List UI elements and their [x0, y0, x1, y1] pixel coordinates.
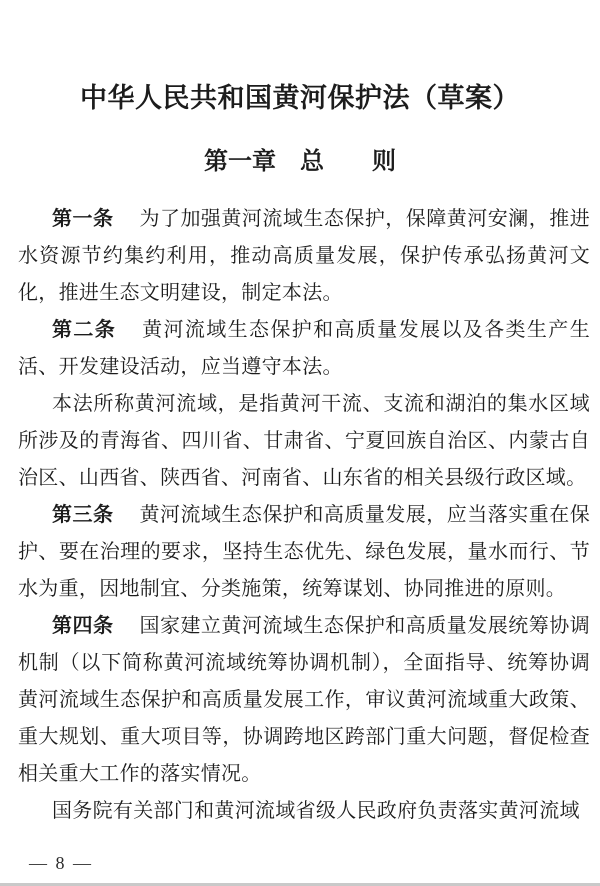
article-2-continuation-text: 本法所称黄河流域，是指黄河干流、支流和湖泊的集水区域所涉及的青海省、四川省、甘肃省、宁夏回族自治区、内蒙古自治区、山西省、陕西省、河南省、山东省的相关县级行政区域。	[18, 393, 590, 489]
document-title: 中华人民共和国黄河保护法（草案）	[80, 83, 520, 113]
page-number: — 8 —	[29, 853, 93, 873]
article-2-text: 黄河流域生态保护和高质量发展以及各类生产生活、开发建设活动，应当遵守本法。	[18, 319, 590, 378]
chapter-heading: 第一章 总 则	[204, 148, 396, 175]
article-3-label: 第三条	[52, 504, 114, 526]
article-1-text: 为了加强黄河流域生态保护，保障黄河安澜，推进水资源节约集约利用，推动高质量发展，保护传承弘扬黄河文化，推进生态文明建设，制定本法。	[18, 208, 590, 304]
paragraph-article-4-continuation	[18, 793, 590, 830]
article-4-label: 第四条	[52, 615, 114, 637]
paragraph-article-4	[18, 608, 590, 793]
document-body	[18, 201, 590, 830]
article-3-text: 黄河流域生态保护和高质量发展，应当落实重在保护、要在治理的要求，坚持生态优先、绿色发展，量水而行、节水为重，因地制宜、分类施策，统筹谋划、协同推进的原则。	[18, 504, 590, 600]
article-4-continuation-text: 国务院有关部门和黄河流域省级人民政府负责落实黄河流域	[52, 800, 580, 822]
article-4-text: 国家建立黄河流域生态保护和高质量发展统筹协调机制（以下简称黄河流域统筹协调机制），全面指导、统筹协调黄河流域生态保护和高质量发展工作，审议黄河流域重大政策、重大规划、重大项目等，协调跨地区跨部门重大问题，督促检查相关重大工作的落实情况。	[18, 615, 590, 785]
paragraph-article-2-continuation	[18, 386, 590, 497]
paragraph-article-1	[18, 201, 590, 312]
paragraph-article-2	[18, 312, 590, 386]
article-1-label: 第一条	[52, 208, 114, 230]
paragraph-article-3	[18, 497, 590, 608]
article-2-label: 第二条	[52, 319, 117, 341]
